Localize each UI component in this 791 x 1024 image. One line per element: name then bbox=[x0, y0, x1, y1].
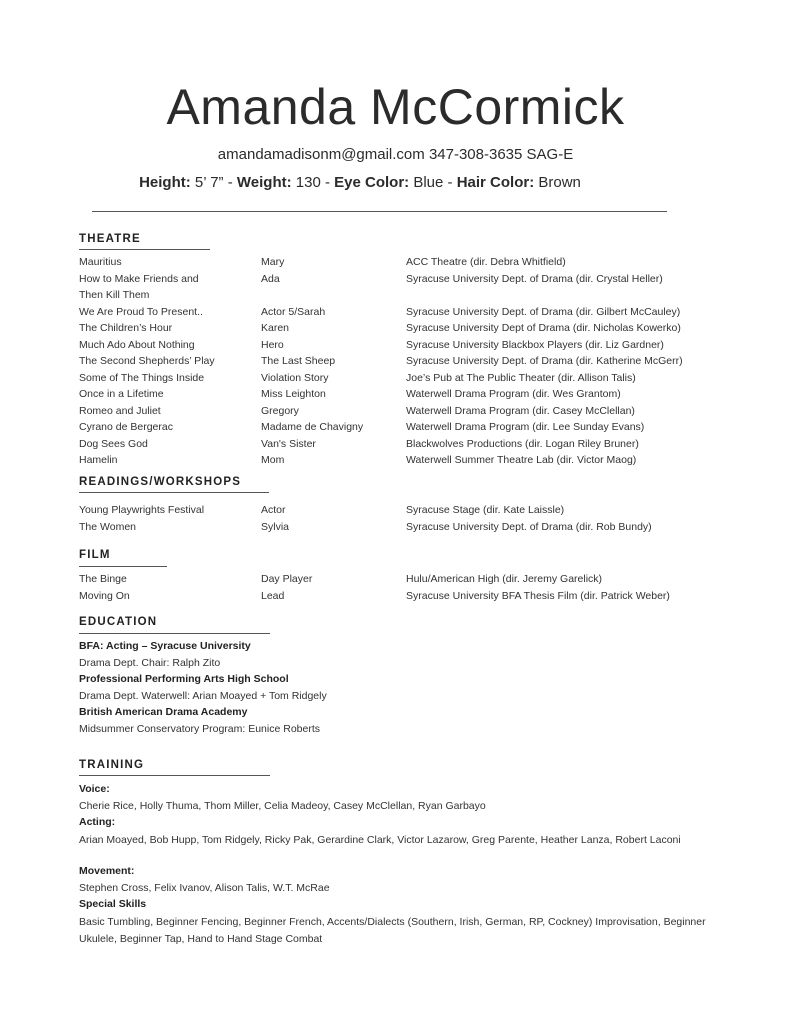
credit-show: We Are Proud To Present.. bbox=[79, 306, 203, 318]
credit-show: Young Playwrights Festival bbox=[79, 504, 205, 516]
credit-role: Lead bbox=[261, 590, 285, 602]
credit-venue: Syracuse University Dept. of Drama (dir. Gilbert McCauley) bbox=[406, 306, 681, 318]
weight-value: 130 - bbox=[291, 174, 335, 191]
credit-show: Much Ado About Nothing bbox=[79, 339, 195, 351]
credit-show: The Binge bbox=[79, 573, 127, 585]
table-row bbox=[0, 590, 791, 607]
height-value: 5’ 7” - bbox=[190, 174, 237, 191]
credit-role: Miss Leighton bbox=[261, 388, 326, 400]
education-heading: EDUCATION bbox=[79, 616, 158, 628]
film-heading: FILM bbox=[79, 549, 111, 561]
credit-venue: Joe’s Pub at The Public Theater (dir. Allison Talis) bbox=[406, 372, 636, 384]
credit-role: Van's Sister bbox=[261, 438, 316, 450]
credit-show: Hamelin bbox=[79, 454, 118, 466]
credit-show: Cyrano de Bergerac bbox=[79, 421, 173, 433]
credit-role: Mom bbox=[261, 454, 285, 466]
resume-name: Amanda McCormick bbox=[166, 79, 625, 135]
training-acting-label: Acting: bbox=[79, 816, 116, 828]
education-detail: Drama Dept. Waterwell: Arian Moayed + Tom Ridgely bbox=[79, 690, 327, 702]
table-row bbox=[0, 388, 791, 405]
credit-venue: Waterwell Drama Program (dir. Lee Sunday Evans) bbox=[406, 421, 645, 433]
hair-color-label: Hair Color: bbox=[456, 174, 535, 191]
table-row bbox=[0, 454, 791, 471]
eye-color-value: Blue - bbox=[409, 174, 457, 191]
credit-venue: Syracuse University Dept. of Drama (dir. Crystal Heller) bbox=[406, 273, 663, 285]
credit-show: Dog Sees God bbox=[79, 438, 148, 450]
credit-role: Gregory bbox=[261, 405, 299, 417]
table-row bbox=[0, 573, 791, 590]
special-skills-list: Basic Tumbling, Beginner Fencing, Beginner French, Accents/Dialects (Southern, Irish, German, RP, Cockney) Improvisation, Beginner Ukulele, Beginner Tap, Hand to Hand Stage Combat bbox=[79, 916, 706, 945]
education-rule bbox=[79, 633, 270, 634]
table-row bbox=[0, 256, 791, 273]
contact-info: amandamadisonm@gmail.com 347-308-3635 SAG-E bbox=[217, 146, 574, 163]
credit-venue: Waterwell Drama Program (dir. Casey McClellan) bbox=[406, 405, 635, 417]
credit-venue: Syracuse University Dept. of Drama (dir. Rob Bundy) bbox=[406, 521, 652, 533]
credit-role: Sylvia bbox=[261, 521, 290, 533]
credit-show: Some of The Things Inside bbox=[79, 372, 205, 384]
table-row bbox=[0, 322, 791, 339]
table-row bbox=[0, 339, 791, 356]
table-row bbox=[0, 405, 791, 422]
table-row bbox=[0, 438, 791, 455]
training-heading: TRAINING bbox=[79, 759, 145, 771]
credit-role: Actor bbox=[261, 504, 286, 516]
credit-show: The Women bbox=[79, 521, 136, 533]
physical-stats bbox=[0, 174, 720, 191]
table-row bbox=[0, 355, 791, 372]
credit-venue: Blackwolves Productions (dir. Logan Riley Bruner) bbox=[406, 438, 639, 450]
table-row bbox=[0, 372, 791, 389]
education-detail: Midsummer Conservatory Program: Eunice Roberts bbox=[79, 723, 320, 735]
credit-role: Karen bbox=[261, 322, 290, 334]
credit-venue: Syracuse Stage (dir. Kate Laissle) bbox=[406, 504, 565, 516]
credit-role: Mary bbox=[261, 256, 285, 268]
training-acting-teachers: Arian Moayed, Bob Hupp, Tom Ridgely, Ricky Pak, Gerardine Clark, Victor Lazarow, Greg Parente, Heather Lanza, Robert Laconi bbox=[79, 834, 681, 846]
credit-venue: Syracuse University Blackbox Players (dir. Liz Gardner) bbox=[406, 339, 664, 351]
table-row bbox=[0, 504, 791, 521]
eye-color-label: Eye Color: bbox=[334, 174, 410, 191]
table-row bbox=[0, 521, 791, 538]
header-divider bbox=[92, 211, 667, 212]
credit-show: Then Kill Them bbox=[79, 289, 150, 301]
credit-venue: Syracuse University BFA Thesis Film (dir. Patrick Weber) bbox=[406, 590, 670, 602]
training-rule bbox=[79, 775, 270, 776]
credit-show: The Second Shepherds’ Play bbox=[79, 355, 215, 367]
film-rule bbox=[79, 566, 167, 567]
credit-venue: Waterwell Drama Program (dir. Wes Grantom) bbox=[406, 388, 621, 400]
credit-venue: Syracuse University Dept of Drama (dir. Nicholas Kowerko) bbox=[406, 322, 681, 334]
table-row bbox=[0, 306, 791, 323]
table-row bbox=[0, 273, 791, 290]
credit-show: How to Make Friends and bbox=[79, 273, 199, 285]
training-voice-teachers: Cherie Rice, Holly Thuma, Thom Miller, Celia Madeoy, Casey McClellan, Ryan Garbayo bbox=[79, 800, 486, 812]
training-voice-label: Voice: bbox=[79, 783, 110, 795]
credit-role: Actor 5/Sarah bbox=[261, 306, 326, 318]
credit-venue: Syracuse University Dept. of Drama (dir. Katherine McGerr) bbox=[406, 355, 683, 367]
credit-role: Day Player bbox=[261, 573, 313, 585]
credit-role: Violation Story bbox=[261, 372, 329, 384]
credit-show: Moving On bbox=[79, 590, 130, 602]
credit-venue: Waterwell Summer Theatre Lab (dir. Victor Maog) bbox=[406, 454, 637, 466]
readings-rule bbox=[79, 492, 269, 493]
credit-role: Ada bbox=[261, 273, 280, 285]
training-movement-teachers: Stephen Cross, Felix Ivanov, Alison Talis, W.T. McRae bbox=[79, 882, 330, 894]
hair-color-value: Brown bbox=[534, 174, 581, 191]
credit-show: Once in a Lifetime bbox=[79, 388, 164, 400]
readings-heading: READINGS/WORKSHOPS bbox=[79, 476, 242, 488]
table-row bbox=[0, 289, 791, 306]
training-movement-label: Movement: bbox=[79, 865, 135, 877]
credit-show: The Children’s Hour bbox=[79, 322, 173, 334]
credit-role: Madame de Chavigny bbox=[261, 421, 364, 433]
credit-show: Mauritius bbox=[79, 256, 122, 268]
education-degree: BFA: Acting – Syracuse University bbox=[79, 640, 251, 652]
weight-label: Weight: bbox=[236, 174, 292, 191]
credit-venue: ACC Theatre (dir. Debra Whitfield) bbox=[406, 256, 566, 268]
credit-role: The Last Sheep bbox=[261, 355, 336, 367]
table-row bbox=[0, 421, 791, 438]
height-label: Height: bbox=[139, 174, 191, 191]
credit-role: Hero bbox=[261, 339, 284, 351]
theatre-heading: THEATRE bbox=[79, 233, 141, 245]
education-school: British American Drama Academy bbox=[79, 706, 248, 718]
credit-venue: Hulu/American High (dir. Jeremy Garelick) bbox=[406, 573, 603, 585]
education-school: Professional Performing Arts High School bbox=[79, 673, 289, 685]
special-skills-label: Special Skills bbox=[79, 898, 147, 910]
credit-show: Romeo and Juliet bbox=[79, 405, 161, 417]
education-detail: Drama Dept. Chair: Ralph Zito bbox=[79, 657, 221, 669]
theatre-rule bbox=[79, 249, 210, 250]
